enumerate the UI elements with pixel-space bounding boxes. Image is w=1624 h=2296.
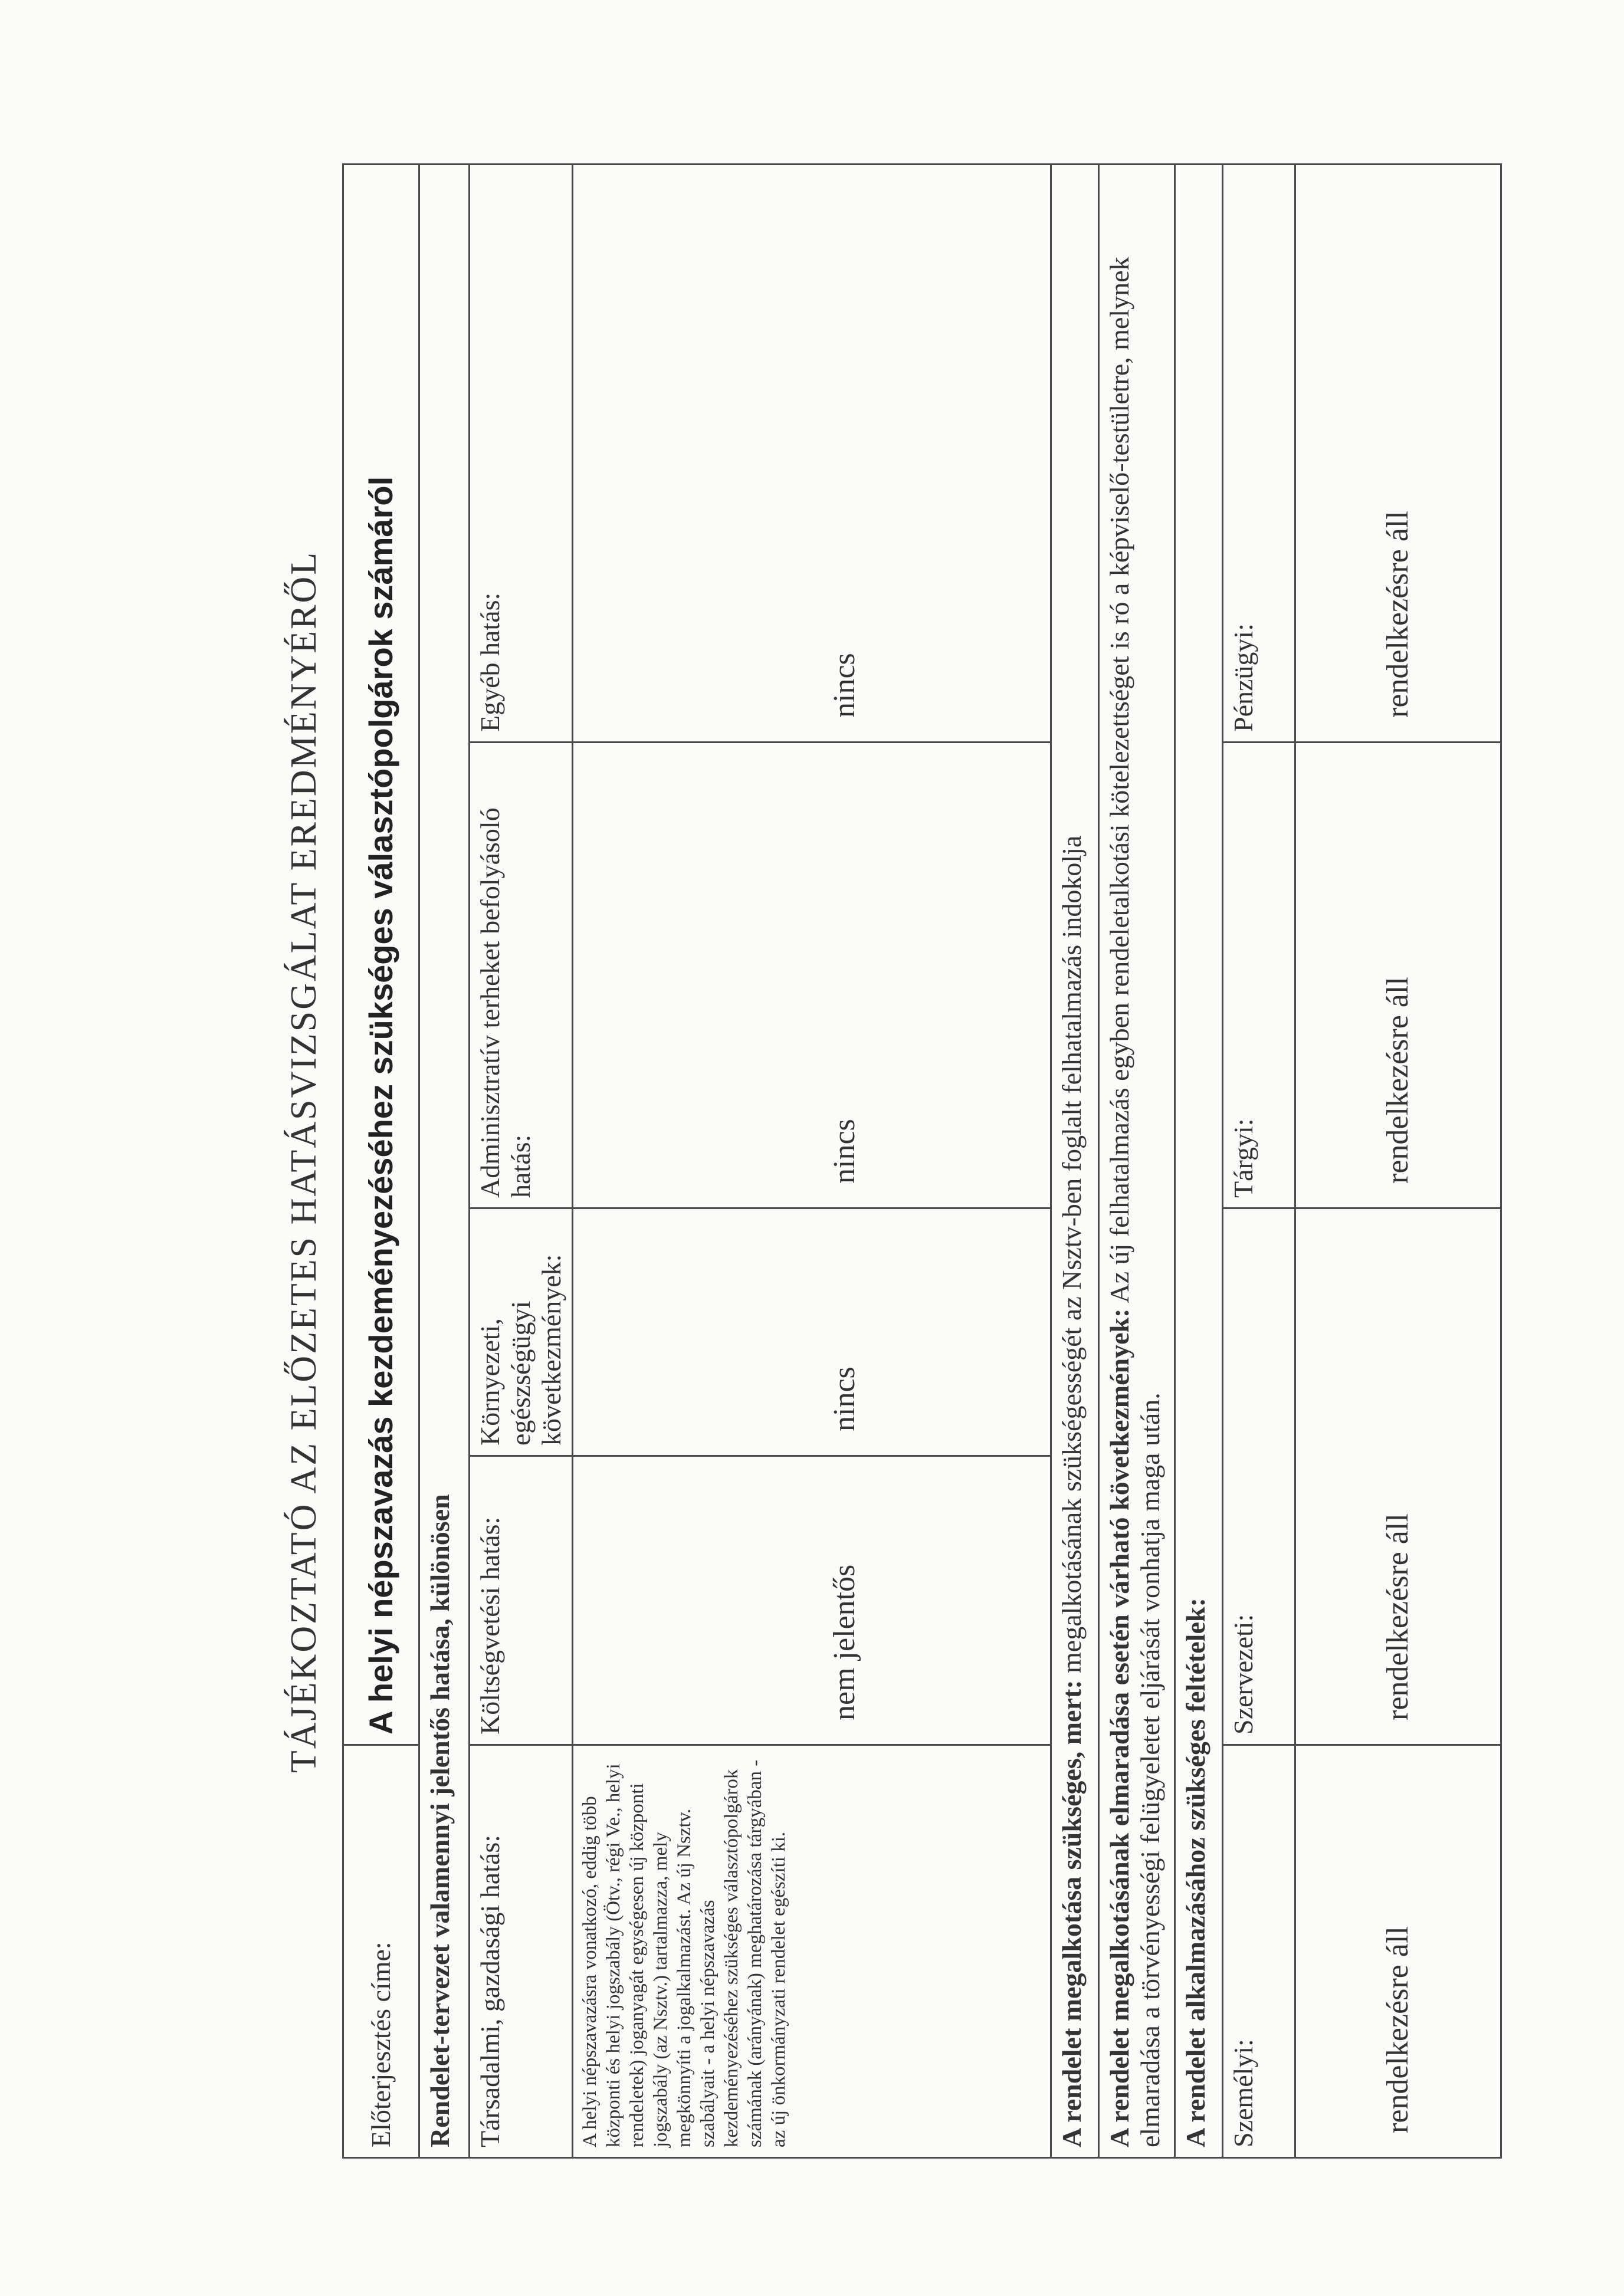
proposal-label: Előterjesztés címe:: [343, 1745, 419, 2158]
proposal-title: A helyi népszavazás kezdeményezéséhez szükséges választópolgárok számáról: [343, 164, 419, 1745]
impact-value-social: A helyi népszavazásra vonatkozó, eddig több központi és helyi jogszabály (Ötv., régi Ve., helyi rendeletek) joganyagát egységesen új központi jogszabály (az Nsztv.) tartalmazza, mely megkönnyíti a jogalkalmazást. Az új Nsztv. szabályait - a helyi népszavazás kezdeményezéséhez szükséges választópolgárok számának (arányának) meghatározása tárgyában - az új önkormányzati rendelet egészíti ki.: [573, 1745, 1051, 2158]
impact-header-social: Társadalmi, gazdasági hatás:: [470, 1745, 573, 2158]
consequences-cell: [1099, 164, 1175, 2157]
condition-header-personal: Személyi:: [1223, 1745, 1295, 2158]
impact-value-environment: nincs: [573, 1208, 1051, 1456]
impact-header-environment: Környezeti, egészségügyi következmények:: [470, 1208, 573, 1456]
impact-header-administrative: Adminisztratív terheket befolyásoló hatás:: [470, 743, 573, 1208]
condition-header-financial: Pénzügyi:: [1223, 164, 1295, 742]
impact-value-budget: nem jelentős: [573, 1456, 1051, 1745]
justification-row: [1051, 164, 1099, 2157]
conditions-title-row: [1175, 164, 1223, 2157]
impact-header-row: [470, 164, 573, 2157]
condition-value-material: rendelkezésre áll: [1295, 743, 1501, 1208]
impact-value-administrative: nincs: [573, 743, 1051, 1208]
condition-header-organizational: Szervezeti:: [1223, 1208, 1295, 1745]
impact-intro: Rendelet-tervezet valamennyi jelentős hatása, különösen: [419, 164, 470, 2157]
conditions-header-row: [1223, 164, 1295, 2157]
impact-value-other: nincs: [573, 164, 1051, 742]
impact-intro-row: [419, 164, 470, 2157]
justification-text: megalkotásának szükségességét az Nsztv-ben foglalt felhatalmazás indokolja: [1057, 835, 1087, 1680]
condition-value-personal: rendelkezésre áll: [1295, 1745, 1501, 2158]
impact-assessment-table: [342, 163, 1502, 2159]
condition-value-organizational: rendelkezésre áll: [1295, 1208, 1501, 1745]
justification-label: A rendelet megalkotása szükséges, mert:: [1057, 1680, 1087, 2147]
impact-header-budget: Költségvetési hatás:: [470, 1456, 573, 1745]
condition-value-financial: rendelkezésre áll: [1295, 164, 1501, 742]
rotated-form: [271, 165, 1528, 2159]
impact-value-row: [573, 164, 1051, 2157]
condition-header-material: Tárgyi:: [1223, 743, 1295, 1208]
document-title: TÁJÉKOZTATÓ AZ ELŐZETES HATÁSVIZSGÁLAT EREDMÉNYÉRŐL: [284, 550, 324, 1773]
proposal-row: [343, 164, 419, 2157]
impact-header-other: Egyéb hatás:: [470, 164, 573, 742]
conditions-title: A rendelet alkalmazásához szükséges feltételek:: [1175, 164, 1223, 2157]
consequences-text: Az új felhatalmazás egyben rendeletalkotási kötelezettséget is ró a képviselő-testületre, melynek elmaradása a törvényességi felügyeletet eljárását vonhatja maga után.: [1104, 257, 1165, 2147]
consequences-row: [1099, 164, 1175, 2157]
justification-cell: [1051, 164, 1099, 2157]
conditions-value-row: [1295, 164, 1501, 2157]
consequences-label: A rendelet megalkotásának elmaradása esetén várható következmények:: [1104, 1308, 1134, 2147]
